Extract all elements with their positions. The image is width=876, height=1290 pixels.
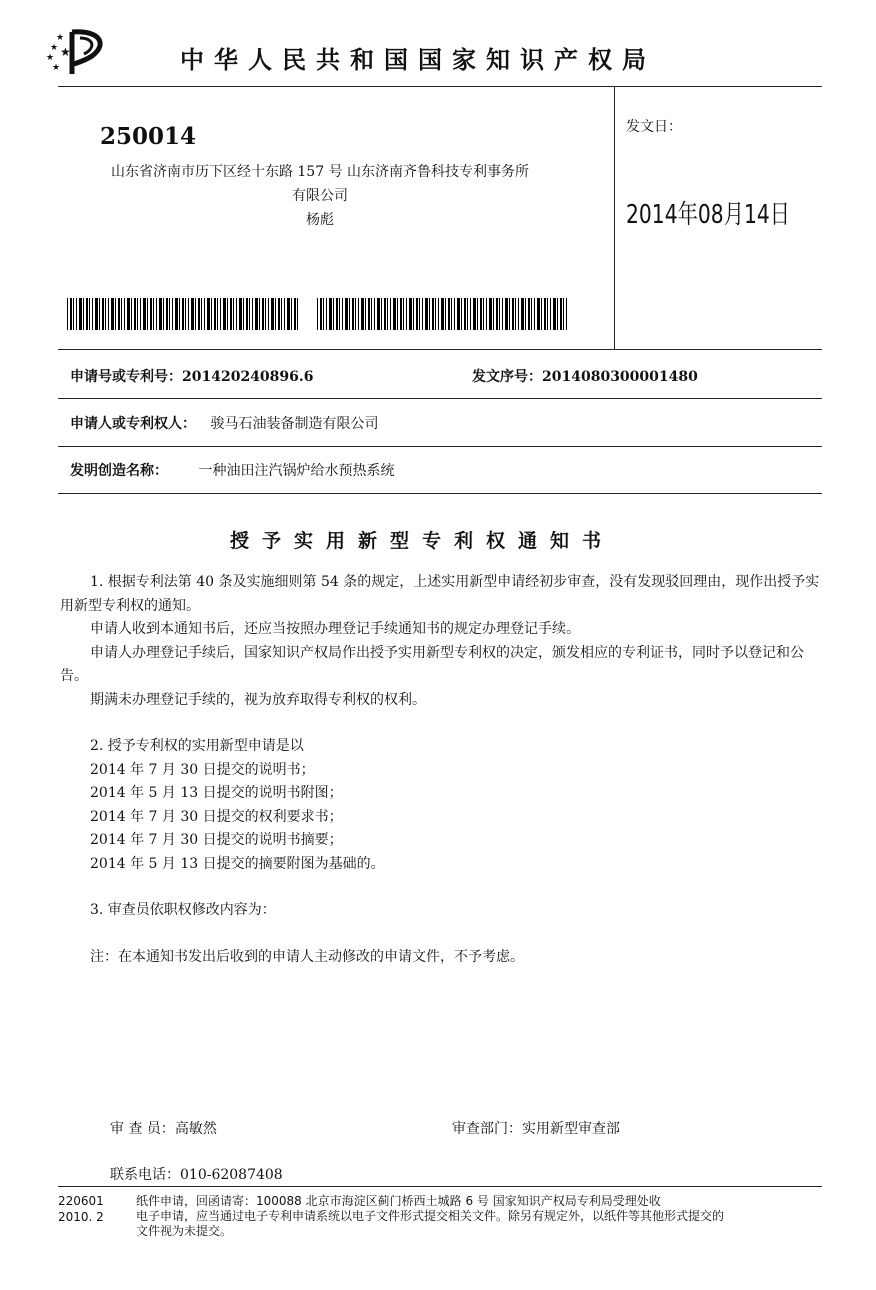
department: 审查部门：实用新型审查部	[452, 1121, 620, 1137]
issue-date-label: 发文日：	[626, 119, 682, 135]
invention-name: 一种油田注汽锅炉给水预热系统	[198, 463, 395, 479]
date-box-divider	[614, 86, 615, 350]
application-number-label: 申请号或专利号：	[70, 369, 182, 385]
footer-line-2: 电子申请，应当通过电子专利申请系统以电子文件形式提交相关文件。除另有规定外，以纸件等其他形式提交的	[136, 1209, 725, 1223]
footer-text	[136, 1194, 826, 1239]
body-paragraph-6: 3. 审查员依职权修改内容为：	[90, 902, 276, 918]
svg-text:★: ★	[46, 53, 55, 63]
serial-number: 2014080300001480	[542, 369, 698, 385]
note: 注：在本通知书发出后收到的申请人主动修改的申请文件，不予考虑。	[90, 948, 524, 965]
applicant-label: 申请人或专利权人：	[70, 416, 196, 432]
address-rule	[58, 349, 822, 350]
body-paragraph-3: 申请人办理登记手续后，国家知识产权局作出授予实用新型专利权的决定，颁发相应的专利证书，同时予以登记和公告。	[60, 644, 804, 684]
serial-number-row	[472, 366, 698, 386]
address-line-2: 有限公司	[292, 188, 348, 204]
field-rule-3	[58, 493, 822, 494]
barcode-right	[317, 298, 569, 330]
invention-label: 发明创造名称：	[70, 463, 168, 479]
body-paragraph-2: 申请人收到本通知书后，还应当按照办理登记手续通知书的规定办理登记手续。	[90, 621, 580, 637]
footer-line-3: 文件视为未提交。	[136, 1224, 233, 1238]
svg-text:★: ★	[60, 45, 71, 59]
body-paragraph-5: 2. 授予专利权的实用新型申请是以	[90, 738, 304, 754]
footer-rule	[58, 1186, 822, 1187]
examiner: 审 查 员：高敏然	[110, 1121, 217, 1137]
agency-name: 中华人民共和国国家知识产权局	[180, 46, 656, 74]
recipient-address	[70, 160, 570, 232]
svg-text:★: ★	[56, 33, 65, 43]
field-rule-2	[58, 446, 822, 447]
barcode-left	[67, 298, 299, 330]
notice-body	[60, 571, 830, 969]
field-rule-1	[58, 398, 822, 399]
issue-date-value: 2014年08月14日	[626, 200, 791, 230]
application-number-row	[70, 366, 314, 386]
basis-item: 2014 年 5 月 13 日提交的说明书附图；	[90, 785, 343, 801]
svg-text:★: ★	[50, 43, 59, 53]
svg-text:★: ★	[52, 63, 61, 73]
body-paragraph-4: 期满未办理登记手续的，视为放弃取得专利权的权利。	[90, 691, 426, 708]
invention-row	[70, 460, 394, 480]
basis-item: 2014 年 7 月 30 日提交的说明书；	[90, 761, 315, 778]
basis-item: 2014 年 5 月 13 日提交的摘要附图为基础的。	[90, 855, 385, 872]
form-code-2: 2010. 2	[58, 1210, 104, 1224]
body-paragraph-1: 1. 根据专利法第 40 条及实施细则第 54 条的规定，上述实用新型申请经初步审查，没有发现驳回理由，现作出授予实用新型专利权的通知。	[60, 574, 820, 614]
address-line-1: 山东省济南市历下区经十东路 157 号 山东济南齐鲁科技专利事务所	[110, 164, 530, 180]
contact-phone: 联系电话：010-62087408	[110, 1167, 283, 1183]
notice-title: 授予实用新型专利权通知书	[230, 530, 615, 552]
footer-line-1: 纸件申请，回函请寄：100088 北京市海淀区蓟门桥西土城路 6 号 国家知识产权局专利局受理处收	[136, 1194, 661, 1208]
applicant-row	[70, 413, 378, 433]
application-number: 201420240896.6	[182, 369, 314, 385]
form-code-1: 220601	[58, 1194, 104, 1208]
cnipa-logo	[42, 26, 114, 78]
recipient-name: 杨彪	[306, 212, 334, 228]
recipient-postcode: 250014	[100, 123, 197, 150]
header-rule	[58, 86, 822, 87]
basis-item: 2014 年 7 月 30 日提交的说明书摘要；	[90, 832, 343, 848]
basis-item: 2014 年 7 月 30 日提交的权利要求书；	[90, 808, 343, 825]
applicant-name: 骏马石油装备制造有限公司	[210, 416, 379, 432]
serial-number-label: 发文序号：	[472, 369, 542, 385]
